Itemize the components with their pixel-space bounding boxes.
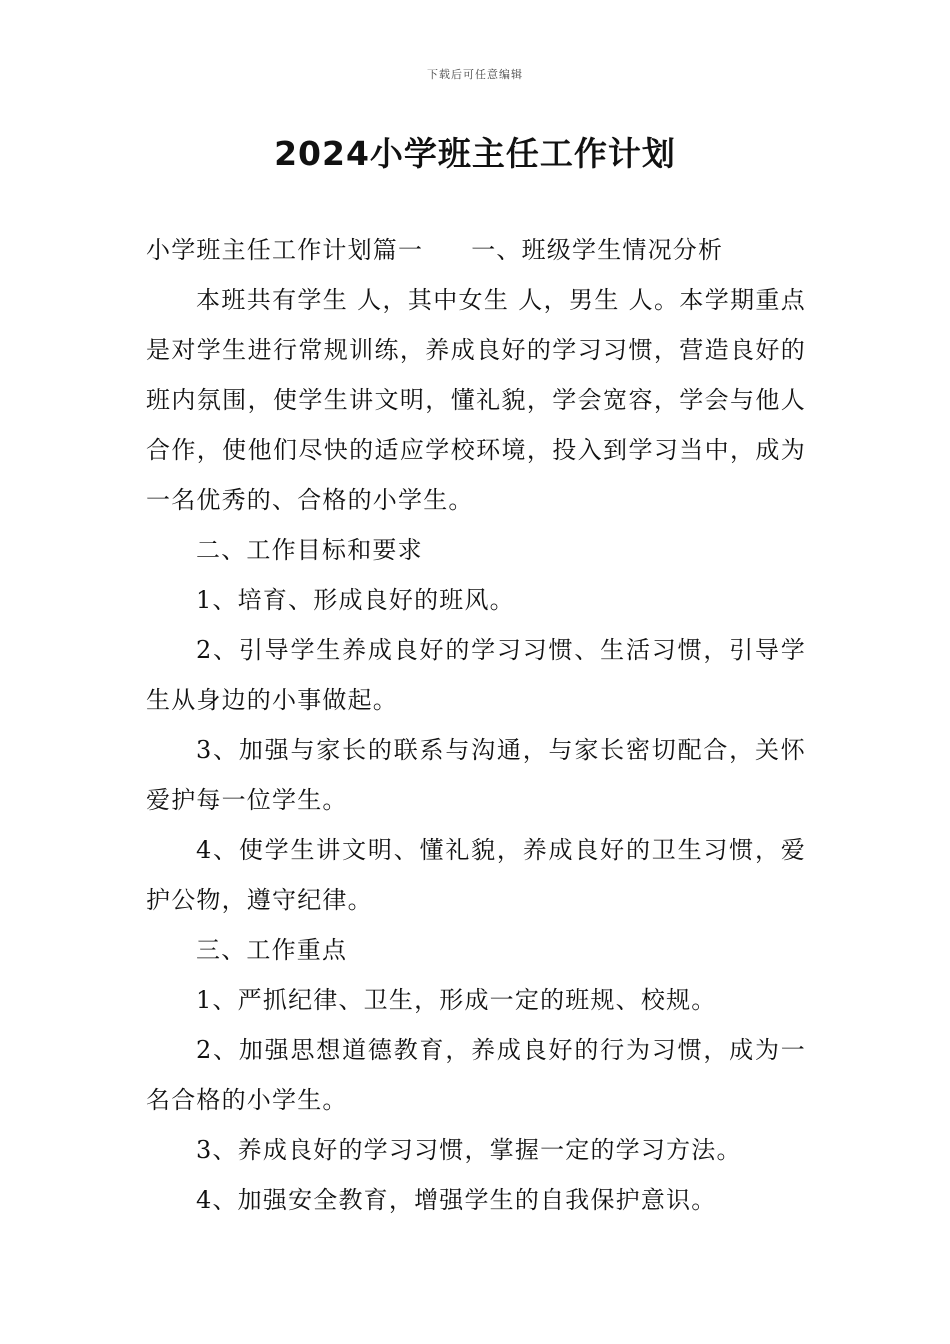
document-body: [146, 225, 806, 1225]
section-heading-1: 一、班级学生情况分析: [471, 236, 724, 264]
focus-item-2: 2、加强思想道德教育，养成良好的行为习惯，成为一名合格的小学生。: [146, 1036, 806, 1114]
section-heading-3: 三、工作重点: [196, 936, 348, 964]
goal-item-4: 4、使学生讲文明、懂礼貌，养成良好的卫生习惯，爱护公物，遵守纪律。: [146, 836, 806, 914]
goal-item-2: 2、引导学生养成良好的学习习惯、生活习惯，引导学生从身边的小事做起。: [146, 636, 806, 714]
paragraph-class-analysis: 本班共有学生 人，其中女生 人，男生 人。本学期重点是对学生进行常规训练，养成良好的学习习惯，营造良好的班内氛围，使学生讲文明，懂礼貌，学会宽容，学会与他人合作，使他们尽快的适应学校环境，投入到学习当中，成为一名优秀的、合格的小学生。: [146, 286, 806, 514]
section-heading-2: 二、工作目标和要求: [196, 536, 423, 564]
focus-item-1: 1、严抓纪律、卫生，形成一定的班规、校规。: [196, 986, 717, 1014]
focus-item-4: 4、加强安全教育，增强学生的自我保护意识。: [196, 1186, 717, 1214]
intro-line: [146, 225, 806, 275]
focus-item-3: 3、养成良好的学习习惯，掌握一定的学习方法。: [196, 1136, 742, 1164]
goal-item-3: 3、加强与家长的联系与沟通，与家长密切配合，关怀爱护每一位学生。: [146, 736, 806, 814]
intro-lead: 小学班主任工作计划篇一: [146, 236, 424, 264]
goal-item-1: 1、培育、形成良好的班风。: [196, 586, 515, 614]
document-title: 2024小学班主任工作计划: [274, 134, 676, 173]
header-note: 下载后可任意编辑: [427, 68, 523, 81]
